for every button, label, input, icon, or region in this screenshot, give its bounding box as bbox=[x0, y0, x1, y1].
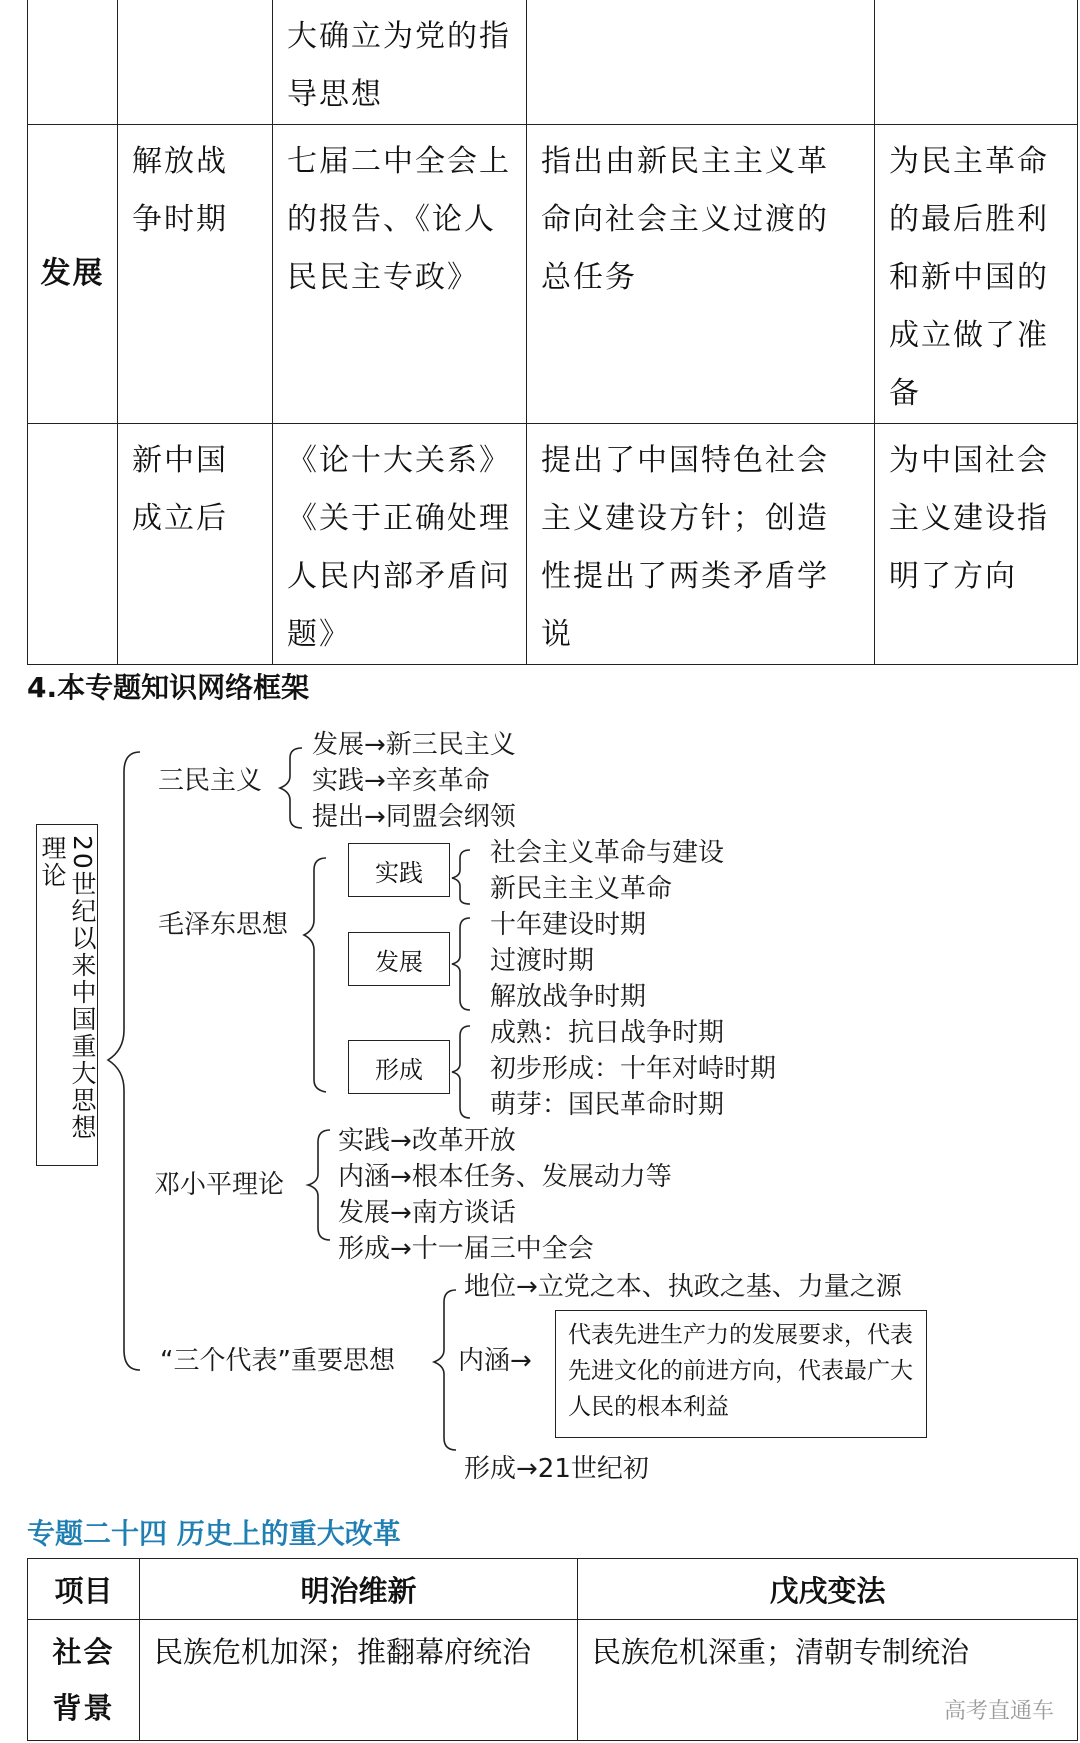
mao-form-item: 萌芽：国民革命时期 bbox=[490, 1090, 725, 1120]
period-cell: 新中国成立后 bbox=[118, 424, 273, 665]
content-cell: 提出了中国特色社会主义建设方针；创造性提出了两类矛盾学说 bbox=[527, 424, 875, 665]
three-status: 地位→立党之本、执政之基、力量之源 bbox=[464, 1272, 902, 1302]
significance-cell: 为民主革命的最后胜利和新中国的成立做了准备 bbox=[875, 125, 1078, 424]
thought-table bbox=[27, 0, 1078, 665]
row-head: 社会背景 bbox=[28, 1620, 140, 1741]
table-row bbox=[28, 424, 1078, 665]
watermark: 高考直通车 bbox=[943, 1699, 1054, 1724]
mao-develop-item: 过渡时期 bbox=[490, 946, 595, 976]
topic-title: 专题二十四 历史上的重大改革 bbox=[27, 1517, 401, 1550]
header-item: 项目 bbox=[28, 1559, 140, 1620]
deng-label: 邓小平理论 bbox=[154, 1170, 285, 1200]
three-formation: 形成→21世纪初 bbox=[464, 1454, 649, 1484]
table-row bbox=[28, 1620, 1078, 1741]
header-meiji: 明治维新 bbox=[140, 1559, 578, 1620]
mao-develop-item: 解放战争时期 bbox=[490, 982, 647, 1012]
works-cell: 大确立为党的指导思想 bbox=[273, 0, 527, 125]
mao-label: 毛泽东思想 bbox=[158, 910, 289, 940]
mao-practice-item: 社会主义革命与建设 bbox=[490, 838, 725, 868]
deng-item: 形成→十一届三中全会 bbox=[338, 1234, 594, 1264]
deng-item: 发展→南方谈话 bbox=[338, 1198, 516, 1228]
mao-develop-box: 发展 bbox=[348, 932, 450, 986]
period-cell: 解放战争时期 bbox=[118, 125, 273, 424]
table-header-row bbox=[28, 1559, 1078, 1620]
mao-develop-item: 十年建设时期 bbox=[490, 910, 647, 940]
mao-form-item: 成熟：抗日战争时期 bbox=[490, 1018, 725, 1048]
sanmin-item: 发展→新三民主义 bbox=[312, 730, 516, 760]
sanmin-item: 实践→辛亥革命 bbox=[312, 766, 490, 796]
table-row bbox=[28, 125, 1078, 424]
works-cell: 七届二中全会上的报告、《论人民民主专政》 bbox=[273, 125, 527, 424]
works-cell: 《论十大关系》《关于正确处理人民内部矛盾问题》 bbox=[273, 424, 527, 665]
mao-practice-item: 新民主主义革命 bbox=[490, 874, 673, 904]
mao-practice-box: 实践 bbox=[348, 843, 450, 897]
sanmin-label: 三民主义 bbox=[158, 766, 263, 796]
three-represents-label: “三个代表”重要思想 bbox=[160, 1346, 395, 1376]
mao-form-item: 初步形成：十年对峙时期 bbox=[490, 1054, 777, 1084]
three-connotation-label: 内涵→ bbox=[458, 1346, 532, 1376]
three-connotation-box: 代表先进生产力的发展要求，代表先进文化的前进方向，代表最广大人民的根本利益 bbox=[555, 1310, 927, 1438]
root-box bbox=[36, 824, 98, 1166]
content-cell: 指出由新民主主义革命向社会主义过渡的总任务 bbox=[527, 125, 875, 424]
deng-item: 实践→改革开放 bbox=[338, 1126, 516, 1156]
table-row bbox=[28, 0, 1078, 125]
significance-cell: 为中国社会主义建设指明了方向 bbox=[875, 424, 1078, 665]
mao-form-box: 形成 bbox=[348, 1040, 450, 1094]
root-label: 20世纪以来中国重大思想理论 bbox=[38, 835, 97, 1141]
wuxu-cell: 民族危机深重；清朝专制统治 bbox=[578, 1620, 1078, 1741]
header-wuxu: 戊戌变法 bbox=[578, 1559, 1078, 1620]
sanmin-item: 提出→同盟会纲领 bbox=[312, 802, 516, 832]
deng-item: 内涵→根本任务、发展动力等 bbox=[338, 1162, 672, 1192]
section-title: 4.本专题知识网络框架 bbox=[27, 671, 310, 704]
reform-table bbox=[27, 1558, 1078, 1741]
meiji-cell: 民族危机加深；推翻幕府统治 bbox=[140, 1620, 578, 1741]
stage-cell: 发展 bbox=[28, 125, 118, 424]
